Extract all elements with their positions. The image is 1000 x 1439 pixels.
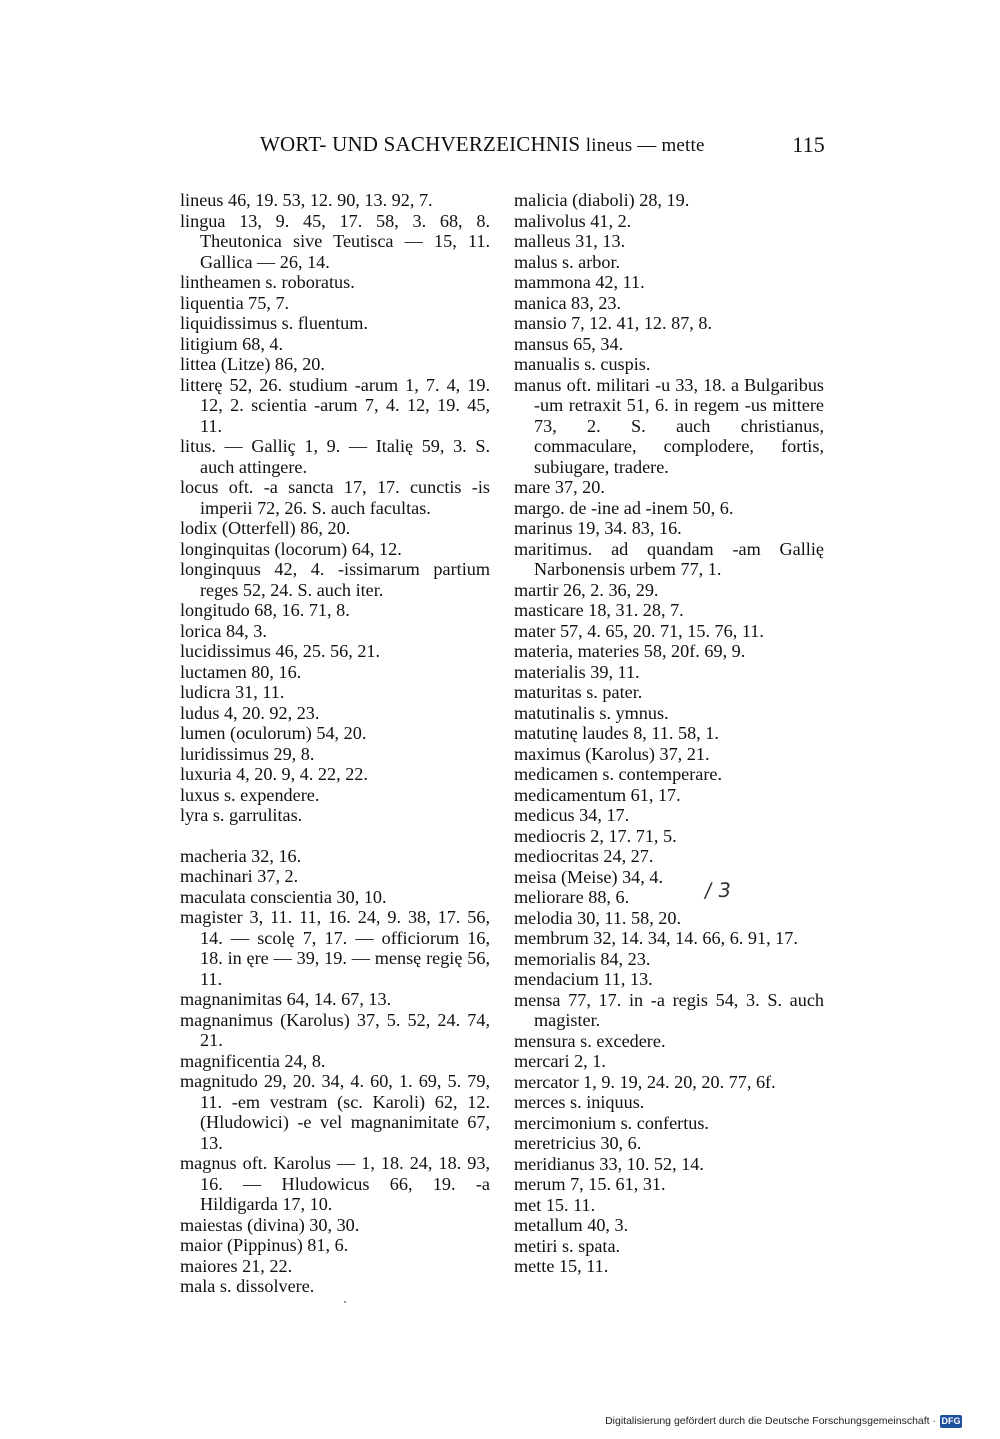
index-entry: macheria 32, 16. bbox=[180, 845, 302, 866]
index-entry: mercimonium s. confertus. bbox=[514, 1112, 709, 1133]
index-entry: magnanimitas 64, 14. 67, 13. bbox=[180, 989, 392, 1009]
index-entry: memorialis 84, 23. bbox=[514, 948, 651, 969]
index-entry: manualis s. cuspis. bbox=[514, 354, 651, 374]
page-number: 115 bbox=[792, 132, 825, 157]
index-entry: matutinalis s. ymnus. bbox=[514, 702, 669, 723]
index-entry: liquentia 75, 7. bbox=[180, 292, 290, 313]
index-column-left bbox=[180, 190, 490, 1297]
index-entry: masticare 18, 31. 28, 7. bbox=[514, 600, 684, 620]
index-entry: margo. de -ine ad -inem 50, 6. bbox=[514, 497, 734, 518]
paper-speck bbox=[344, 1301, 346, 1303]
index-entry: mater 57, 4. 65, 20. 71, 15. 76, 11. bbox=[514, 620, 764, 641]
index-entry: luxuria 4, 20. 9, 4. 22, 22. bbox=[180, 764, 368, 784]
index-entry: lyra s. garrulitas. bbox=[180, 805, 303, 825]
handwritten-margin-note: / 3 bbox=[703, 878, 733, 902]
index-entry: magister 3, 11. 11, 16. 24, 9. 38, 17. 56, 14. — scolę 7, 17. — officiorum 16, 18. in ęre — 39, 19. — mensę regię 56, 11. bbox=[180, 907, 490, 989]
index-entry: littea (Litze) 86, 20. bbox=[180, 354, 325, 374]
index-entry: luxus s. expendere. bbox=[180, 784, 320, 805]
index-entry: ludus 4, 20. 92, 23. bbox=[180, 702, 320, 723]
index-entry: maturitas s. pater. bbox=[514, 682, 643, 702]
index-entry: longinquitas (locorum) 64, 12. bbox=[180, 538, 402, 559]
index-entry: lumen (oculorum) 54, 20. bbox=[180, 723, 367, 743]
index-entry: lodix (Otterfell) 86, 20. bbox=[180, 518, 351, 538]
running-head-title bbox=[260, 132, 705, 157]
index-entry: longinquus 42, 4. -issimarum partium reges 52, 24. S. auch iter. bbox=[180, 559, 490, 600]
index-column-right bbox=[514, 190, 824, 1277]
index-entry: malicia (diaboli) 28, 19. bbox=[514, 190, 690, 210]
entry-range: lineus — mette bbox=[585, 135, 705, 156]
index-entry: lintheamen s. roboratus. bbox=[180, 272, 355, 292]
index-entry: maiores 21, 22. bbox=[180, 1255, 293, 1276]
index-entry: magnificentia 24, 8. bbox=[180, 1050, 326, 1071]
index-entry: lorica 84, 3. bbox=[180, 620, 267, 641]
index-entry: materialis 39, 11. bbox=[514, 661, 640, 682]
funding-notice: Digitalisierung gefördert durch die Deutsche Forschungsgemeinschaft · bbox=[605, 1415, 936, 1427]
index-entry: magnus oft. Karolus — 1, 18. 24, 18. 93, 16. — Hludowicus 66, 19. -a Hildigarda 17, 10. bbox=[180, 1153, 490, 1214]
index-entry: malivolus 41, 2. bbox=[514, 210, 632, 231]
index-entry: longitudo 68, 16. 71, 8. bbox=[180, 600, 350, 620]
index-entry: met 15. 11. bbox=[514, 1194, 596, 1215]
index-entry: manus oft. militari -u 33, 18. a Bulgaribus -um retraxit 51, 6. in regem -us mittere 73, 2. S. auch christianus, commaculare, complodere, fortis, subiugare, tradere. bbox=[514, 374, 824, 477]
index-entry: metallum 40, 3. bbox=[514, 1215, 629, 1235]
index-entry: mette 15, 11. bbox=[514, 1256, 609, 1276]
index-entry: merces s. iniquus. bbox=[514, 1092, 645, 1112]
index-entry: materia, materies 58, 20f. 69, 9. bbox=[514, 641, 746, 661]
index-entry: maiestas (divina) 30, 30. bbox=[180, 1214, 360, 1235]
index-entry: medicus 34, 17. bbox=[514, 805, 630, 825]
index-entry: magnanimus (Karolus) 37, 5. 52, 24. 74, 21. bbox=[180, 1009, 490, 1050]
index-entry: machinari 37, 2. bbox=[180, 866, 299, 886]
index-entry: liquidissimus s. fluentum. bbox=[180, 313, 368, 333]
index-entry: malleus 31, 13. bbox=[514, 231, 626, 251]
index-entry: meretricius 30, 6. bbox=[514, 1133, 642, 1153]
index-entry: mare 37, 20. bbox=[514, 477, 605, 497]
index-entry: melodia 30, 11. 58, 20. bbox=[514, 907, 682, 928]
dfg-logo: DFG bbox=[941, 1416, 961, 1426]
index-entry: ludicra 31, 11. bbox=[180, 682, 285, 702]
index-entry: mansio 7, 12. 41, 12. 87, 8. bbox=[514, 313, 713, 333]
index-entry: metiri s. spata. bbox=[514, 1235, 621, 1256]
index-entry: maior (Pippinus) 81, 6. bbox=[180, 1235, 349, 1255]
index-entry: mansus 65, 34. bbox=[514, 333, 624, 354]
index-entry: magnitudo 29, 20. 34, 4. 60, 1. 69, 5. 79, 11. -em vestram (sc. Karoli) 62, 12. (Hludowici) -e vel magnanimitate 67, 13. bbox=[180, 1071, 490, 1153]
index-entry: martir 26, 2. 36, 29. bbox=[514, 579, 659, 600]
index-entry: maculata conscientia 30, 10. bbox=[180, 886, 387, 907]
index-entry: lineus 46, 19. 53, 12. 90, 13. 92, 7. bbox=[180, 190, 433, 210]
index-entry: mediocritas 24, 27. bbox=[514, 846, 654, 866]
index-entry: maximus (Karolus) 37, 21. bbox=[514, 743, 710, 764]
index-entry: litterę 52, 26. studium -arum 1, 7. 4, 19. 12, 2. scientia -arum 7, 4. 12, 19. 45, 11. bbox=[180, 374, 490, 436]
index-entry: mammona 42, 11. bbox=[514, 272, 645, 292]
index-entry: mensura s. excedere. bbox=[514, 1030, 666, 1051]
index-entry: membrum 32, 14. 34, 14. 66, 6. 91, 17. bbox=[514, 928, 798, 948]
index-entry: meliorare 88, 6. bbox=[514, 887, 630, 907]
index-entry: medicamentum 61, 17. bbox=[514, 784, 681, 805]
index-entry: mala s. dissolvere. bbox=[180, 1276, 315, 1296]
footer bbox=[605, 1412, 962, 1430]
index-entry: malus s. arbor. bbox=[514, 251, 621, 272]
index-entry: luctamen 80, 16. bbox=[180, 661, 302, 682]
index-entry: locus oft. -a sancta 17, 17. cunctis -is imperii 72, 26. S. auch facultas. bbox=[180, 477, 490, 518]
running-head bbox=[255, 132, 825, 162]
index-entry: litus. — Galliç 1, 9. — Italię 59, 3. S. auch attingere. bbox=[180, 436, 490, 477]
index-entry: marinus 19, 34. 83, 16. bbox=[514, 518, 682, 538]
index-entry: mendacium 11, 13. bbox=[514, 969, 653, 989]
index-entry: mediocris 2, 17. 71, 5. bbox=[514, 825, 677, 846]
index-entry: maritimus. ad quandam -am Gallię Narbonensis urbem 77, 1. bbox=[514, 538, 824, 579]
section-gap bbox=[180, 826, 490, 846]
index-entry: luridissimus 29, 8. bbox=[180, 743, 315, 764]
section-title: WORT- UND SACHVERZEICHNIS bbox=[260, 132, 581, 156]
index-entry: meridianus 33, 10. 52, 14. bbox=[514, 1153, 704, 1174]
index-entry: medicamen s. contemperare. bbox=[514, 764, 723, 784]
index-entry: lucidissimus 46, 25. 56, 21. bbox=[180, 641, 381, 661]
index-entry: matutinę laudes 8, 11. 58, 1. bbox=[514, 723, 719, 743]
index-entry: manica 83, 23. bbox=[514, 292, 622, 313]
index-entry: litigium 68, 4. bbox=[180, 333, 284, 354]
index-entry: meisa (Meise) 34, 4. bbox=[514, 866, 663, 887]
index-entry: mensa 77, 17. in -a regis 54, 3. S. auch magister. bbox=[514, 989, 824, 1030]
index-entry: mercari 2, 1. bbox=[514, 1051, 606, 1071]
index-entry: mercator 1, 9. 19, 24. 20, 20. 77, 6f. bbox=[514, 1071, 776, 1092]
index-entry: lingua 13, 9. 45, 17. 58, 3. 68, 8. Theutonica sive Teutisca — 15, 11. Gallica — 26, 14. bbox=[180, 210, 490, 272]
index-entry: merum 7, 15. 61, 31. bbox=[514, 1174, 666, 1194]
